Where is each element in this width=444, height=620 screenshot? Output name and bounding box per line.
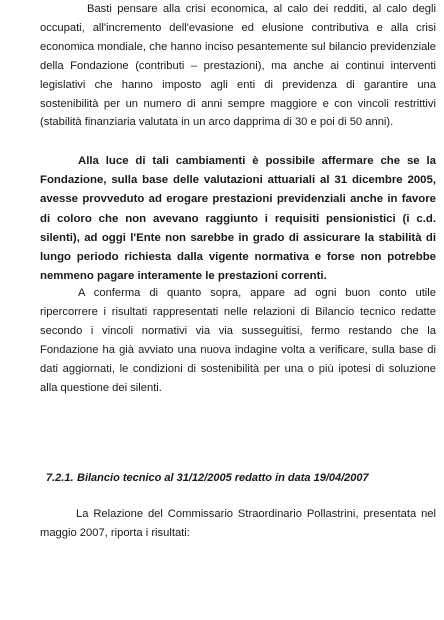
paragraph-report: La Relazione del Commissario Straordinario Pollastrini, presentata nel maggio 2007, riporta i risultati: bbox=[40, 508, 436, 539]
section-heading bbox=[46, 472, 436, 484]
paragraph-conclusion: Alla luce di tali cambiamenti è possibile affermare che se la Fondazione, sulla base delle valutazioni attuariali al 31 dicembre 2005, avesse provveduto ad erogare prestazioni previdenziali anche in favore di coloro che non avevano raggiunto i requisiti pensionistici (i c.d. silenti), ad oggi l'Ente non sarebbe in grado di assicurare la stabilità di lungo periodo richiesta dalla vigente normativa e forse non potrebbe nemmeno pagare interamente le prestazioni correnti. bbox=[40, 155, 436, 283]
paragraph-confirmation: A conferma di quanto sopra, appare ad ogni buon conto utile ripercorrere i risultati rappresentati nelle relazioni di Bilancio tecnico redatte secondo i vincoli normativi via via susseguitisi, fermo restando che la Fondazione ha già avviato una nuova indagine volta a verificare, sulla base di dati aggiornati, le condizioni di sostenibilità per una o più ipotesi di soluzione alla questione dei silenti. bbox=[40, 287, 436, 394]
section-title: Bilancio tecnico al 31/12/2005 redatto in data 19/04/2007 bbox=[77, 472, 369, 484]
paragraph-crisis: Basti pensare alla crisi economica, al calo dei redditi, al calo degli occupati, all'incremento dell'evasione ed elusione contributiva e alla crisi economica mondiale, che hanno inciso pesantemente sul bilancio previdenziale della Fondazione (contributi – prestazioni), ma anche ai continui interventi legislativi che hanno imposto agli enti di previdenza di garantire una sostenibilità per un numero di anni sempre maggiore e con vincoli restrittivi (stabilità finanziaria valutata in un arco dapprima di 30 e poi di 50 anni). bbox=[40, 3, 436, 129]
section-number: 7.2.1. bbox=[46, 472, 74, 484]
